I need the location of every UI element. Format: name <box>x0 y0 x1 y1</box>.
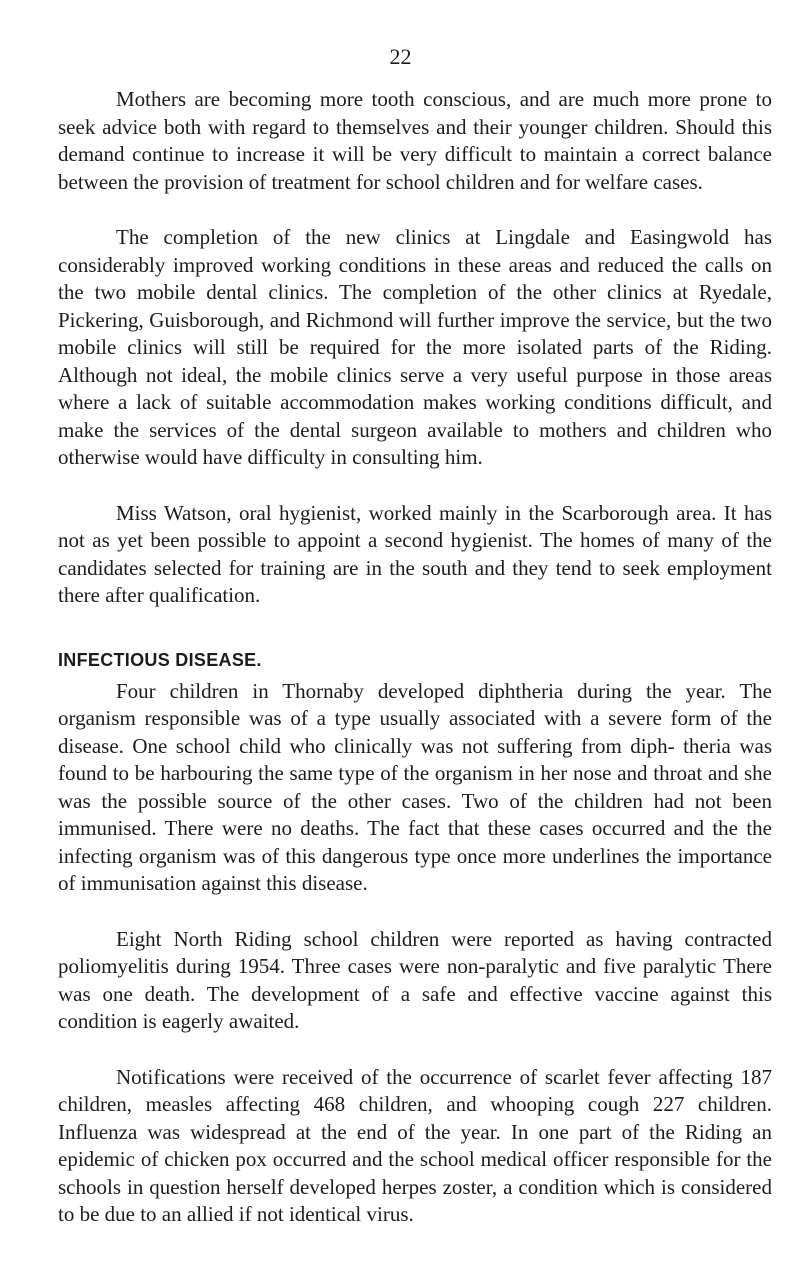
paragraph-poliomyelitis: Eight North Riding school children were reported as having contracted poliomyelitis during 1954. Three cases were non-paralytic and five paralytic There was one death. The development of a safe and effective vaccine against this condition is eagerly awaited. <box>58 926 772 1033</box>
paragraph-diphtheria: Four children in Thornaby developed diphtheria during the year. The organism responsible was of a type usually associated with a severe form of the disease. One school child who clinically was not suffering from diph- theria was found to be harbouring the same type of the organism in her nose and throat and she was the possible source of the other cases. Two of the children had not been immunised. There were no deaths. The fact that these cases occurred and the the infecting organism was of this dangerous type once more underlines the importance of immunisation against this disease. <box>58 678 772 895</box>
paragraph-dental-demand: Mothers are becoming more tooth conscious, and are much more prone to seek advice both with regard to themselves and their younger children. Should this demand continue to increase it will be very difficult to maintain a correct balance between the provision of treatment for school children and for welfare cases. <box>58 87 772 194</box>
paragraph-dental-clinics: The completion of the new clinics at Lingdale and Easingwold has considerably improved working conditions in these areas and reduced the calls on the two mobile dental clinics. The completion of the other clinics at Ryedale, Pickering, Guisborough, and Richmond will further improve the service, but the two mobile clinics will still be required for the more isolated parts of the Riding. Although not ideal, the mobile clinics serve a very useful purpose in those areas where a lack of suitable accommodation makes working conditions difficult, and make the services of the dental surgeon available to mothers and children who otherwise would have difficulty in consulting him. <box>58 225 772 469</box>
paragraph-notifications: Notifications were received of the occurrence of scarlet fever affecting 187 children, measles affecting 468 children, and whooping cough 227 children. Influenza was widespread at the end of the year. In one part of the Riding an epidemic of chicken pox occurred and the school medical officer responsible for the schools in question herself developed herpes zoster, a condition which is considered to be due to an allied if not identical virus. <box>58 1064 772 1226</box>
paragraph-oral-hygienist: Miss Watson, oral hygienist, worked mainly in the Scarborough area. It has not as yet been possible to appoint a second hygienist. The homes of many of the candidates selected for training are in the south and they tend to seek employment there after qualification. <box>58 500 772 607</box>
section-heading-infectious-disease: INFECTIOUS DISEASE. <box>58 649 262 670</box>
document-body <box>58 86 772 1229</box>
page-number: 22 <box>389 44 412 69</box>
